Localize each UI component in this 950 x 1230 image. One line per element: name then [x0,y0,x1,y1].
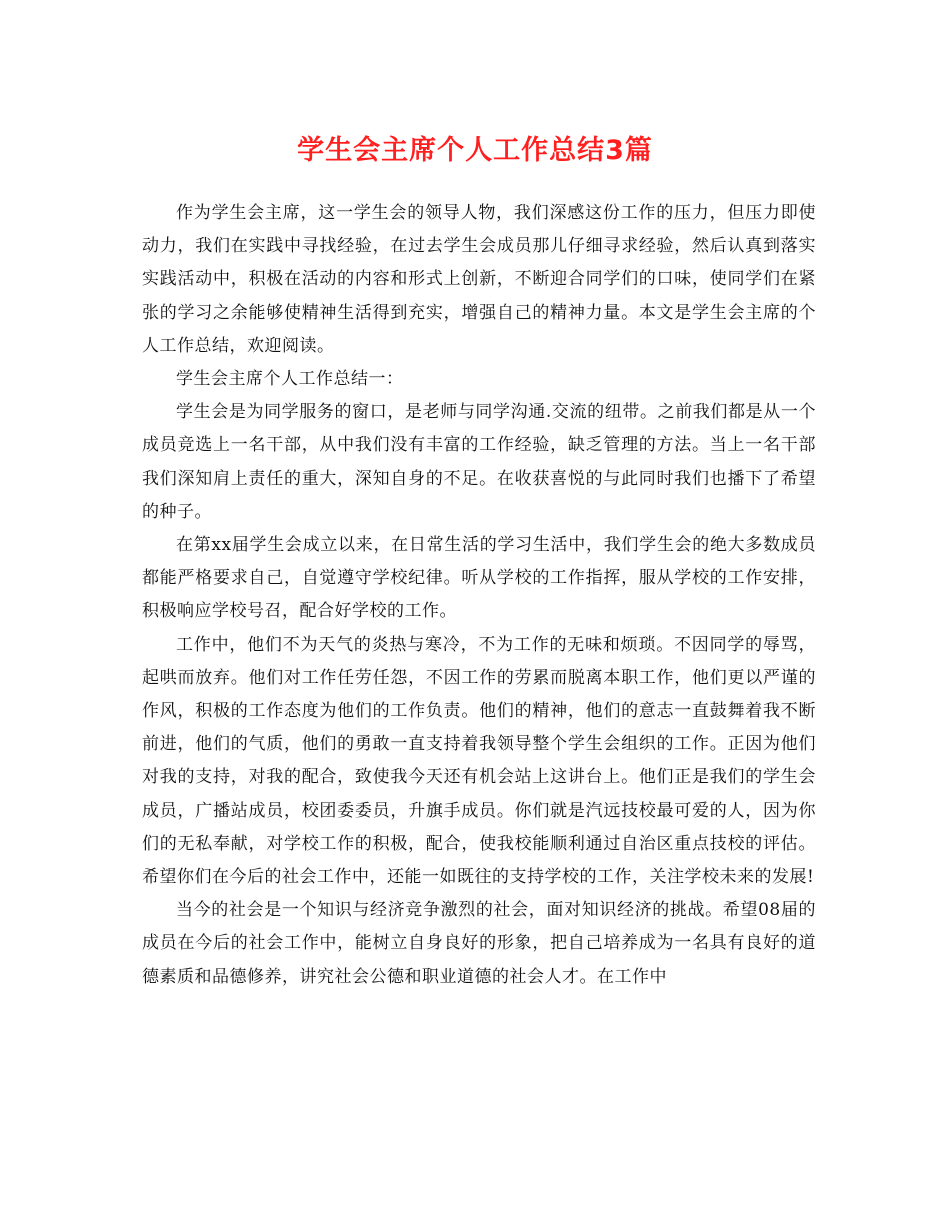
document-title: 学生会主席个人工作总结3篇 [297,135,653,166]
paragraph-2: 在第xx届学生会成立以来，在日常生活的学习生活中，我们学生会的绝大多数成员都能严格要求自己，自觉遵守学校纪律。听从学校的工作指挥，服从学校的工作安排，积极响应学校号召，配合好学校的工作。 [142,535,816,622]
paragraph-3: 工作中，他们不为天气的炎热与寒冷，不为工作的无味和烦琐。不因同学的辱骂，起哄而放弃。他们对工作任劳任怨，不因工作的劳累而脱离本职工作，他们更以严谨的作风，积极的工作态度为他们的工作负责。他们的精神，他们的意志一直鼓舞着我不断前进，他们的气质，他们的勇敢一直支持着我领导整个学生会组织的工作。正因为他们对我的支持，对我的配合，致使我今天还有机会站上这讲台上。他们正是我们的学生会成员，广播站成员，校团委委员，升旗手成员。你们就是汽远技校最可爱的人，因为你们的无私奉献，对学校工作的积极，配合，使我校能顺利通过自治区重点技校的评估。希望你们在今后的社会工作中，还能一如既往的支持学校的工作，关注学校未来的发展! [142,634,816,888]
paragraph-4: 当今的社会是一个知识与经济竞争激烈的社会，面对知识经济的挑战。希望08届的成员在今后的社会工作中，能树立自身良好的形象，把自己培养成为一名具有良好的道德素质和品德修养，讲究社会公德和职业道德的社会人才。在工作中 [142,900,816,987]
document-body [142,197,816,994]
paragraph-intro: 作为学生会主席，这一学生会的领导人物，我们深感这份工作的压力，但压力即使动力，我们在实践中寻找经验，在过去学生会成员那儿仔细寻求经验，然后认真到落实实践活动中，积极在活动的内容和形式上创新，不断迎合同学们的口味，使同学们在紧张的学习之余能够使精神生活得到充实，增强自己的精神力量。本文是学生会主席的个人工作总结，欢迎阅读。 [142,203,816,356]
section-heading-1: 学生会主席个人工作总结一： [176,369,404,390]
paragraph-1: 学生会是为同学服务的窗口，是老师与同学沟通.交流的纽带。之前我们都是从一个成员竞选上一名干部，从中我们没有丰富的工作经验，缺乏管理的方法。当上一名干部我们深知肩上责任的重大，深知自身的不足。在收获喜悦的与此同时我们也播下了希望的种子。 [142,402,816,522]
